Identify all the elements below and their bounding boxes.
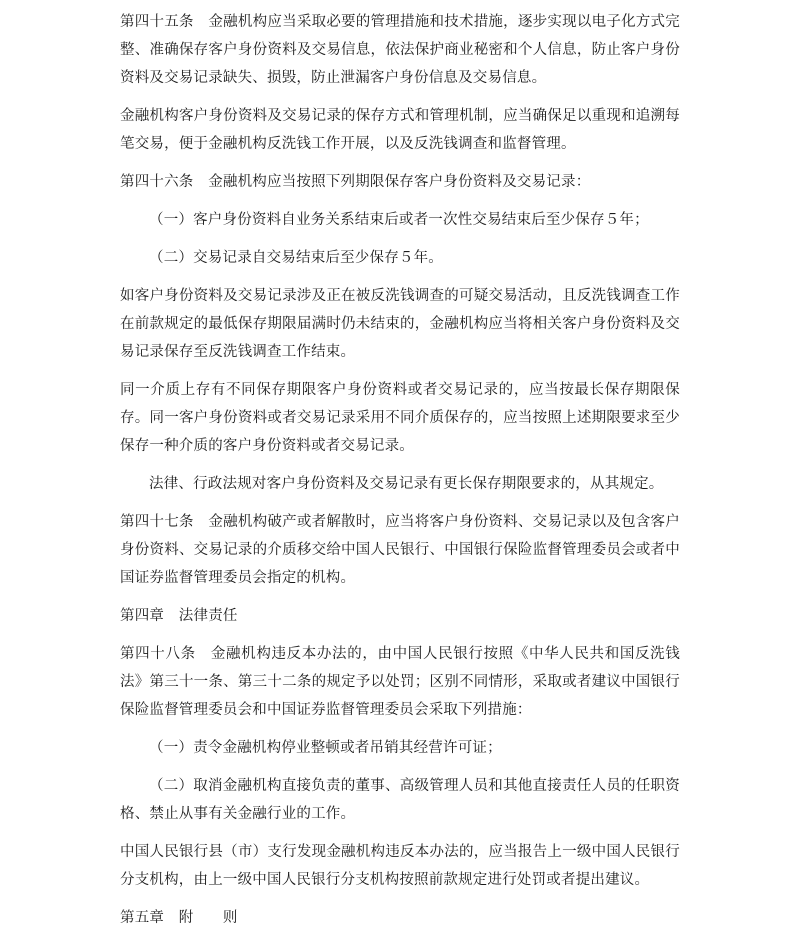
paragraph-article-48-p1: 第四十八条 金融机构违反本办法的，由中国人民银行按照《中华人民共和国反洗钱法》第三十一条、第三十二条的规定予以处罚；区别不同情形，采取或者建议中国银行保险监督管理委员会和中国证券监督管理委员会采取下列措施： xyxy=(120,646,680,718)
paragraph-article-47-p1: 第四十七条 金融机构破产或者解散时，应当将客户身份资料、交易记录以及包含客户身份资料、交易记录的介质移交给中国人民银行、中国银行保险监督管理委员会或者中国证券监督管理委员会指定的机构。 xyxy=(120,514,680,586)
paragraph-article-46-p1: 第四十六条 金融机构应当按照下列期限保存客户身份资料及交易记录： xyxy=(120,174,591,190)
document-body xyxy=(120,8,680,932)
paragraph-article-46-p3: 同一介质上存有不同保存期限客户身份资料或者交易记录的，应当按最长保存期限保存。同一客户身份资料或者交易记录采用不同介质保存的，应当按照上述期限要求至少保存一种介质的客户身份资料或者交易记录。 xyxy=(120,382,680,454)
paragraph-article-46-p4: 法律、行政法规对客户身份资料及交易记录有更长保存期限要求的，从其规定。 xyxy=(149,476,664,492)
chapter-heading-4: 第四章 法律责任 xyxy=(120,608,238,624)
paragraph-article-48-p2: 中国人民银行县（市）支行发现金融机构违反本办法的，应当报告上一级中国人民银行分支机构，由上一级中国人民银行分支机构按照前款规定进行处罚或者提出建议。 xyxy=(120,844,680,888)
list-item-article-46-1: （一）客户身份资料自业务关系结束后或者一次性交易结束后至少保存５年； xyxy=(149,212,649,228)
list-item-article-48-2: （二）取消金融机构直接负责的董事、高级管理人员和其他直接责任人员的任职资格、禁止从事有关金融行业的工作。 xyxy=(120,778,680,822)
list-item-article-46-2: （二）交易记录自交易结束后至少保存５年。 xyxy=(149,250,443,266)
paragraph-article-45-p1: 第四十五条 金融机构应当采取必要的管理措施和技术措施，逐步实现以电子化方式完整、准确保存客户身份资料及交易信息，依法保护商业秘密和个人信息，防止客户身份资料及交易记录缺失、损毁，防止泄漏客户身份信息及交易信息。 xyxy=(120,14,680,86)
list-item-article-48-1: （一）责令金融机构停业整顿或者吊销其经营许可证； xyxy=(149,740,502,756)
chapter-heading-5: 第五章 附 则 xyxy=(120,910,238,926)
paragraph-article-46-p2: 如客户身份资料及交易记录涉及正在被反洗钱调查的可疑交易活动，且反洗钱调查工作在前款规定的最低保存期限届满时仍未结束的，金融机构应当将相关客户身份资料及交易记录保存至反洗钱调查工作结束。 xyxy=(120,288,680,360)
paragraph-article-45-p2: 金融机构客户身份资料及交易记录的保存方式和管理机制，应当确保足以重现和追溯每笔交易，便于金融机构反洗钱工作开展，以及反洗钱调查和监督管理。 xyxy=(120,108,680,152)
